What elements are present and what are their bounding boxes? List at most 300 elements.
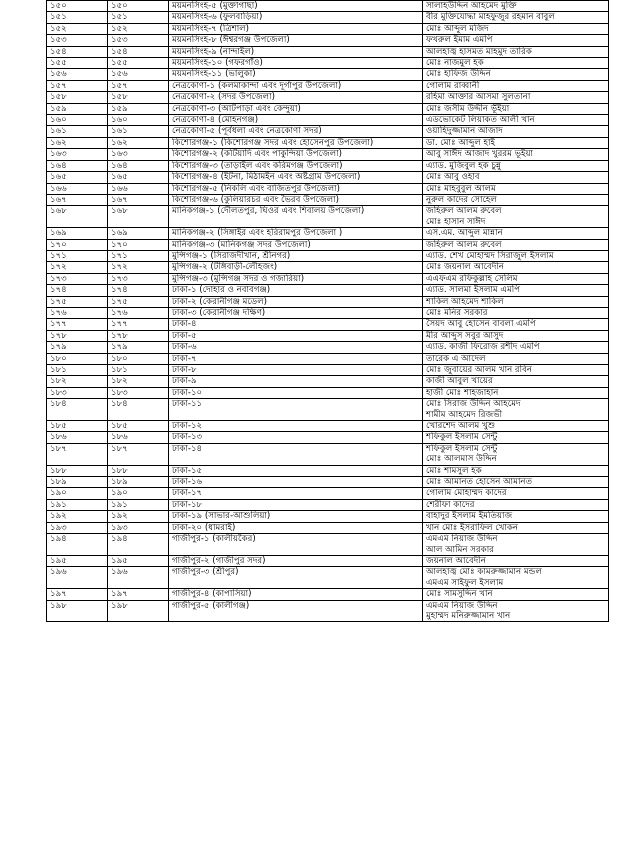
constituency-cell: গাজীপুর-৪ (কাপাসিয়া) xyxy=(169,589,423,600)
candidate-cell xyxy=(423,206,609,228)
candidate-name: মোঃ মনির সরকার xyxy=(426,307,488,318)
seat-number-cell: ১৯৫ xyxy=(108,555,169,566)
seat-number-cell: ১৮৩ xyxy=(108,387,169,398)
candidate-cell xyxy=(423,228,609,239)
constituency-cell: ঢাকা-৮ xyxy=(169,365,423,376)
constituency-cell: ঢাকা-৩ (কেরানীগঞ্জ দক্ষিণ) xyxy=(169,307,423,318)
serial-cell: ১৬২ xyxy=(47,137,108,148)
candidate-name: আলহাজ্ব হাসমত মাহমুদ তারিক xyxy=(426,46,532,57)
table-row xyxy=(47,376,609,387)
candidate-cell xyxy=(423,511,609,522)
candidate-cell xyxy=(423,555,609,566)
candidate-cell xyxy=(423,250,609,261)
serial-cell: ১৮৬ xyxy=(47,432,108,443)
serial-cell: ১৫১ xyxy=(47,12,108,23)
candidate-name: ওয়াহিদুজ্জামান আজাদ xyxy=(426,126,503,137)
candidate-name: আলহাজ্ব মোঃ কামরুজ্জামান মন্ডল xyxy=(426,567,542,578)
serial-cell: ১৭২ xyxy=(47,262,108,273)
candidate-cell xyxy=(423,342,609,353)
seat-number-cell: ১৮৭ xyxy=(108,443,169,465)
constituency-cell: কিশোরগঞ্জ-৫ (নিকলি এবং বাজিতপুর উপজেলা) xyxy=(169,183,423,194)
table-row xyxy=(47,330,609,341)
candidate-name: শাকিল আহমেদ শাকিল xyxy=(426,296,504,307)
candidate-name: মীর আব্দুস সবুর আসুদ xyxy=(426,330,504,341)
candidate-name: মোঃ আলমাস উদ্দিন xyxy=(426,454,497,465)
candidate-name: এ্যাড. মুজিবুল হক চুন্নু xyxy=(426,160,501,171)
seat-number-cell: ১৫৯ xyxy=(108,103,169,114)
table-row xyxy=(47,273,609,284)
table-row xyxy=(47,589,609,600)
seat-number-cell: ১৯০ xyxy=(108,488,169,499)
table-row xyxy=(47,23,609,34)
candidate-name: মোঃ শামসুল হক xyxy=(426,465,482,476)
constituency-cell: ময়মনসিংহ-৮ (ঈশ্বরগঞ্জ উপজেলা) xyxy=(169,35,423,46)
serial-cell: ১৯০ xyxy=(47,488,108,499)
table-row xyxy=(47,115,609,126)
constituency-cell: নেত্রকোণা-৫ (পূর্বধলা এবং নেত্রকোণা সদর) xyxy=(169,126,423,137)
serial-cell: ১৮৭ xyxy=(47,443,108,465)
candidate-name: মোঃ সিরাজ উদ্দিন আহমেদ xyxy=(426,399,521,410)
serial-cell: ১৬০ xyxy=(47,115,108,126)
serial-cell: ১৯৭ xyxy=(47,589,108,600)
serial-cell: ১৭৬ xyxy=(47,307,108,318)
candidate-cell xyxy=(423,23,609,34)
table-row xyxy=(47,239,609,250)
seat-number-cell: ১৯৪ xyxy=(108,534,169,556)
candidate-name: মোঃ আবু ওহাব xyxy=(426,172,480,183)
constituency-cell: গাজীপুর-২ (গাজীপুর সদর) xyxy=(169,555,423,566)
table-row xyxy=(47,432,609,443)
serial-cell: ১৭৭ xyxy=(47,319,108,330)
candidate-cell xyxy=(423,285,609,296)
seat-number-cell: ১৭৫ xyxy=(108,296,169,307)
candidate-cell xyxy=(423,534,609,556)
candidate-name: মোঃ জয়নাল আবেদীন xyxy=(426,262,504,273)
seat-number-cell: ১৬৫ xyxy=(108,172,169,183)
constituency-cell: ময়মনসিংহ-৭ (ত্রিশাল) xyxy=(169,23,423,34)
candidate-name: এ্যাড. শেখ মোহাম্মদ সিরাজুল ইসলাম xyxy=(426,250,554,261)
candidate-cell xyxy=(423,35,609,46)
seat-number-cell: ১৭৪ xyxy=(108,285,169,296)
seat-number-cell: ১৬৮ xyxy=(108,206,169,228)
serial-cell: ১৮৩ xyxy=(47,387,108,398)
candidate-cell xyxy=(423,183,609,194)
table-row xyxy=(47,443,609,465)
seat-number-cell: ১৮১ xyxy=(108,365,169,376)
constituency-cell: নেত্রকোণা-১ (কলমাকান্দা এবং দূর্গাপুর উপজেলা) xyxy=(169,80,423,91)
table-row xyxy=(47,522,609,533)
table-row xyxy=(47,58,609,69)
constituency-cell: নেত্রকোণা-২ (সদর উপজেলা) xyxy=(169,92,423,103)
candidate-name: বীর মুক্তিযোদ্ধা মাহফুজুর রহমান বাবুল xyxy=(426,12,555,23)
table-row xyxy=(47,399,609,421)
serial-cell: ১৮৯ xyxy=(47,477,108,488)
constituency-cell: মুন্সিগঞ্জ-১ (সিরাজদীখান, শ্রীনগর) xyxy=(169,250,423,261)
candidate-name: মোঃ হাসান সাঈদ xyxy=(426,216,486,227)
candidate-cell xyxy=(423,488,609,499)
constituency-cell: ঢাকা-১ (দোহার ও নবাবগঞ্জ) xyxy=(169,285,423,296)
candidate-name: নুরুল কাদের সোহেল xyxy=(426,194,497,205)
candidate-cell xyxy=(423,567,609,589)
candidate-name: এডভোকেট লিয়াকত আলী খান xyxy=(426,115,535,126)
seat-number-cell: ১৫৮ xyxy=(108,92,169,103)
table-row xyxy=(47,35,609,46)
serial-cell: ১৭৪ xyxy=(47,285,108,296)
candidate-cell xyxy=(423,194,609,205)
candidate-cell xyxy=(423,1,609,12)
constituency-cell: মানিকগঞ্জ-১ (দৌলতপুর, ঘিওর এবং শিবালয় উপজেলা) xyxy=(169,206,423,228)
seat-number-cell: ১৫১ xyxy=(108,12,169,23)
candidate-cell xyxy=(423,499,609,510)
candidate-cell xyxy=(423,365,609,376)
serial-cell: ১৭৩ xyxy=(47,273,108,284)
seat-number-cell: ১৯১ xyxy=(108,499,169,510)
constituency-cell: ঢাকা-১৮ xyxy=(169,499,423,510)
seat-number-cell: ১৮৪ xyxy=(108,399,169,421)
serial-cell: ১৬৭ xyxy=(47,194,108,205)
seat-number-cell: ১৫২ xyxy=(108,23,169,34)
candidate-name: মোঃ জুবায়ের আলম খান রবিন xyxy=(426,365,533,375)
candidate-cell xyxy=(423,589,609,600)
table-row xyxy=(47,285,609,296)
candidate-cell xyxy=(423,421,609,432)
constituency-cell: নেত্রকোণা-৩ (আটপাড়া এবং কেন্দুয়া) xyxy=(169,103,423,114)
constituency-cell: মুন্সিগঞ্জ-২ (টঙ্গিবাড়ী-লৌহজং) xyxy=(169,262,423,273)
candidate-table xyxy=(46,0,609,622)
candidate-cell xyxy=(423,465,609,476)
constituency-cell: ময়মনসিংহ-৯ (নান্দাইল) xyxy=(169,46,423,57)
candidate-cell xyxy=(423,160,609,171)
candidate-cell xyxy=(423,477,609,488)
seat-number-cell: ১৫০ xyxy=(108,1,169,12)
table-row xyxy=(47,183,609,194)
candidate-name: ডা. মোঃ আব্দুল হাই xyxy=(426,137,496,148)
seat-number-cell: ১৬৬ xyxy=(108,183,169,194)
constituency-cell: ঢাকা-১৪ xyxy=(169,443,423,465)
serial-cell: ১৬৬ xyxy=(47,183,108,194)
candidate-name: শফিকুল ইসলাম সেন্টু xyxy=(426,443,498,454)
candidate-cell xyxy=(423,137,609,148)
serial-cell: ১৭০ xyxy=(47,239,108,250)
table-row xyxy=(47,421,609,432)
candidate-cell xyxy=(423,376,609,387)
serial-cell: ১৬৮ xyxy=(47,206,108,228)
candidate-name: জহিরুল আলম রুবেল xyxy=(426,239,502,250)
serial-cell: ১৬৯ xyxy=(47,228,108,239)
constituency-cell: গাজীপুর-৩ (শ্রীপুর) xyxy=(169,567,423,589)
table-row xyxy=(47,262,609,273)
constituency-cell: মানিকগঞ্জ-২ (সিঙ্গাইর এবং হরিরামপুর উপজেলা ) xyxy=(169,228,423,239)
seat-number-cell: ১৮৮ xyxy=(108,465,169,476)
serial-cell: ১৮২ xyxy=(47,376,108,387)
serial-cell: ১৭৮ xyxy=(47,330,108,341)
candidate-name: খান মোঃ ইসরাফিল খোকন xyxy=(426,522,519,533)
candidate-cell xyxy=(423,115,609,126)
serial-cell: ১৬৫ xyxy=(47,172,108,183)
seat-number-cell: ১৭৯ xyxy=(108,342,169,353)
candidate-name: সালাহউদ্দিন আহমেদ মুক্তি xyxy=(426,1,517,11)
seat-number-cell: ১৬১ xyxy=(108,126,169,137)
serial-cell: ১৭১ xyxy=(47,250,108,261)
candidate-name: বাহাদুর ইসলাম ইমতিয়াজ xyxy=(426,511,513,522)
candidate-name: মুহাম্মদ মনিরুজ্জামান খান xyxy=(426,610,511,621)
seat-number-cell: ১৫৭ xyxy=(108,80,169,91)
table-row xyxy=(47,342,609,353)
candidate-name: সৈয়দ আবু হোসেন বাবলা এমপি xyxy=(426,319,536,330)
candidate-name: গোলাম রাব্বানী xyxy=(426,80,480,91)
table-row xyxy=(47,600,609,622)
candidate-name: তারেক এ আদেল xyxy=(426,353,486,364)
seat-number-cell: ১৫৬ xyxy=(108,69,169,80)
candidate-cell xyxy=(423,103,609,114)
seat-number-cell: ১৬৯ xyxy=(108,228,169,239)
seat-number-cell: ১৮২ xyxy=(108,376,169,387)
serial-cell: ১৮৫ xyxy=(47,421,108,432)
table-row xyxy=(47,126,609,137)
candidate-name: জহিরুল আলম রুবেল xyxy=(426,206,502,217)
seat-number-cell: ১৭১ xyxy=(108,250,169,261)
candidate-name: রহিমা আক্তার আসমা সুলতানা xyxy=(426,92,531,103)
table-row xyxy=(47,172,609,183)
constituency-cell: ঢাকা-১২ xyxy=(169,421,423,432)
serial-cell: ১৬৩ xyxy=(47,149,108,160)
candidate-cell xyxy=(423,522,609,533)
table-row xyxy=(47,160,609,171)
table-row xyxy=(47,80,609,91)
constituency-cell: গাজীপুর-৫ (কালীগঞ্জ) xyxy=(169,600,423,622)
serial-cell: ১৮৪ xyxy=(47,399,108,421)
table-row xyxy=(47,307,609,318)
seat-number-cell: ১৬০ xyxy=(108,115,169,126)
candidate-cell xyxy=(423,92,609,103)
seat-number-cell: ১৭৮ xyxy=(108,330,169,341)
candidate-name: এএফএম রফিকুল্লাহ সেলিম xyxy=(426,273,518,284)
serial-cell: ১৭৫ xyxy=(47,296,108,307)
seat-number-cell: ১৮৯ xyxy=(108,477,169,488)
constituency-cell: ঢাকা-২ (কেরানীগঞ্জ মডেল) xyxy=(169,296,423,307)
candidate-name: মোঃ সামসুদ্দিন খান xyxy=(426,589,493,600)
serial-cell: ১৫৩ xyxy=(47,35,108,46)
table-row xyxy=(47,206,609,228)
seat-number-cell: ১৯৩ xyxy=(108,522,169,533)
candidate-name: এমএম সাইফুল ইসলাম xyxy=(426,577,504,588)
constituency-cell: মানিকগঞ্জ-৩ (মানিকগঞ্জ সদর উপজেলা) xyxy=(169,239,423,250)
candidate-name: মোঃ নাজমুল হক xyxy=(426,58,484,69)
candidate-name: এমএম নিয়াজ উদ্দিন xyxy=(426,534,498,545)
candidate-name: এ্যাড. কাজী ফিরোজ রশীদ এমপি xyxy=(426,342,540,353)
candidate-name: এমএম নিয়াজ উদ্দিন xyxy=(426,600,498,611)
constituency-cell: কিশোরগঞ্জ-২ (কটিয়াদি এবং পাকুন্দিয়া উপজেলা) xyxy=(169,149,423,160)
constituency-cell: ঢাকা-৯ xyxy=(169,376,423,387)
table-row xyxy=(47,69,609,80)
seat-number-cell: ১৬৩ xyxy=(108,149,169,160)
constituency-cell: ময়মনসিংহ-৫ (মুক্তাগাছা) xyxy=(169,1,423,12)
serial-cell: ১৬৪ xyxy=(47,160,108,171)
constituency-cell: ঢাকা-৬ xyxy=(169,342,423,353)
candidate-cell xyxy=(423,307,609,318)
constituency-cell: ঢাকা-১৬ xyxy=(169,477,423,488)
seat-number-cell: ১৯৮ xyxy=(108,600,169,622)
serial-cell: ১৫৮ xyxy=(47,92,108,103)
constituency-cell: ময়মনসিংহ-৬ (ফুলবাড়িয়া) xyxy=(169,12,423,23)
candidate-name: এস.এম. আব্দুল মান্নান xyxy=(426,228,503,239)
candidate-cell xyxy=(423,172,609,183)
seat-number-cell: ১৫৫ xyxy=(108,58,169,69)
candidate-name: কাজী আবুল খায়ের xyxy=(426,376,493,387)
table-row xyxy=(47,567,609,589)
serial-cell: ১৯১ xyxy=(47,499,108,510)
candidate-cell xyxy=(423,12,609,23)
candidate-name: মোঃ মাহবুবুল আলম xyxy=(426,183,496,194)
constituency-cell: ঢাকা-১৯ (সাভার-আশুলিয়া) xyxy=(169,511,423,522)
candidate-name: ফখরুল ইমাম এমপি xyxy=(426,35,493,46)
seat-number-cell: ১৯৬ xyxy=(108,567,169,589)
candidate-name: শফিকুল ইসলাম সেন্টু xyxy=(426,432,498,443)
constituency-cell: ঢাকা-১৭ xyxy=(169,488,423,499)
table-row xyxy=(47,365,609,376)
constituency-cell: ময়মনসিংহ-১১ (ভালুকা) xyxy=(169,69,423,80)
table-row xyxy=(47,149,609,160)
constituency-cell: কিশোরগঞ্জ-৪ (ইটনা, মিঠামইন এবং অষ্টগ্রাম উপজেলা) xyxy=(169,172,423,183)
seat-number-cell: ১৭২ xyxy=(108,262,169,273)
seat-number-cell: ১৫৪ xyxy=(108,46,169,57)
constituency-cell: নেত্রকোণা-৪ (মোহনগঞ্জ) xyxy=(169,115,423,126)
seat-number-cell: ১৯২ xyxy=(108,511,169,522)
candidate-name: শামীম আহমেদ রিজভী xyxy=(426,409,503,420)
constituency-cell: ঢাকা-১৩ xyxy=(169,432,423,443)
seat-number-cell: ১৬২ xyxy=(108,137,169,148)
candidate-cell xyxy=(423,432,609,443)
table-row xyxy=(47,296,609,307)
serial-cell: ১৫০ xyxy=(47,1,108,12)
seat-number-cell: ১৮৬ xyxy=(108,432,169,443)
constituency-cell: ঢাকা-৫ xyxy=(169,330,423,341)
table-row xyxy=(47,92,609,103)
candidate-cell xyxy=(423,319,609,330)
serial-cell: ১৬১ xyxy=(47,126,108,137)
serial-cell: ১৫৯ xyxy=(47,103,108,114)
constituency-cell: কিশোরগঞ্জ-৬ (কুলিয়ারচর এবং ভৈরব উপজেলা) xyxy=(169,194,423,205)
candidate-cell xyxy=(423,387,609,398)
seat-number-cell: ১৮৫ xyxy=(108,421,169,432)
table-row xyxy=(47,511,609,522)
constituency-cell: মুন্সিগঞ্জ-৩ (মুন্সিগঞ্জ সদর ও গজারিয়া) xyxy=(169,273,423,284)
constituency-cell: ঢাকা-২০ (ধামরাই) xyxy=(169,522,423,533)
candidate-name: হাজী মোঃ শাহজাহান xyxy=(426,387,499,398)
candidate-name: আল আমিন সরকার xyxy=(426,544,494,555)
candidate-cell xyxy=(423,80,609,91)
serial-cell: ১৯৬ xyxy=(47,567,108,589)
seat-number-cell: ১৬৭ xyxy=(108,194,169,205)
candidate-cell xyxy=(423,296,609,307)
constituency-cell: ঢাকা-১৫ xyxy=(169,465,423,476)
candidate-name: মোঃ জসীম উদ্দীন ভূঁইয়া xyxy=(426,103,510,114)
candidate-cell xyxy=(423,330,609,341)
serial-cell: ১৯৮ xyxy=(47,600,108,622)
table-row xyxy=(47,137,609,148)
table-row xyxy=(47,353,609,364)
candidate-name: মোঃ হাফিজ উদ্দিন xyxy=(426,69,491,80)
serial-cell: ১৫২ xyxy=(47,23,108,34)
seat-number-cell: ১৭৬ xyxy=(108,307,169,318)
table-row xyxy=(47,319,609,330)
candidate-cell xyxy=(423,46,609,57)
table-row xyxy=(47,194,609,205)
constituency-cell: ময়মনসিংহ-১০ (গফরগাঁও) xyxy=(169,58,423,69)
candidate-name: জয়নাল আবেদীন xyxy=(426,555,486,566)
seat-number-cell: ১৫৩ xyxy=(108,35,169,46)
table-row xyxy=(47,12,609,23)
constituency-cell: ঢাকা-৭ xyxy=(169,353,423,364)
candidate-cell xyxy=(423,600,609,622)
serial-cell: ১৫৭ xyxy=(47,80,108,91)
constituency-cell: কিশোরগঞ্জ-৩ (তাড়াইল এবং করিমগঞ্জ উপজেলা) xyxy=(169,160,423,171)
candidate-name: শেরীফা কাদের xyxy=(426,499,475,510)
table-body xyxy=(47,1,609,622)
serial-cell: ১৯৩ xyxy=(47,522,108,533)
serial-cell: ১৮০ xyxy=(47,353,108,364)
table-row xyxy=(47,488,609,499)
table-row xyxy=(47,46,609,57)
serial-cell: ১৭৯ xyxy=(47,342,108,353)
candidate-name: মোঃ আমানত হোসেন আমানত xyxy=(426,477,533,488)
table-row xyxy=(47,228,609,239)
table-row xyxy=(47,465,609,476)
table-row xyxy=(47,499,609,510)
candidate-name: এ্যাড. সালমা ইসলাম এমপি xyxy=(426,285,521,296)
candidate-cell xyxy=(423,443,609,465)
serial-cell: ১৯৪ xyxy=(47,534,108,556)
constituency-cell: ঢাকা-১০ xyxy=(169,387,423,398)
seat-number-cell: ১৭০ xyxy=(108,239,169,250)
table-row xyxy=(47,250,609,261)
seat-number-cell: ১৭৭ xyxy=(108,319,169,330)
candidate-name: মোঃ আব্দুল মজিদ xyxy=(426,23,489,34)
candidate-cell xyxy=(423,149,609,160)
candidate-cell xyxy=(423,69,609,80)
serial-cell: ১৯২ xyxy=(47,511,108,522)
serial-cell: ১৫৪ xyxy=(47,46,108,57)
candidate-cell xyxy=(423,399,609,421)
table-row xyxy=(47,534,609,556)
table-row xyxy=(47,1,609,12)
seat-number-cell: ১৬৪ xyxy=(108,160,169,171)
table-row xyxy=(47,555,609,566)
serial-cell: ১৯৫ xyxy=(47,555,108,566)
candidate-cell xyxy=(423,262,609,273)
constituency-cell: গাজীপুর-১ (কালীয়কৈর) xyxy=(169,534,423,556)
candidate-cell xyxy=(423,239,609,250)
table-row xyxy=(47,103,609,114)
table-row xyxy=(47,477,609,488)
seat-number-cell: ১৮০ xyxy=(108,353,169,364)
candidate-cell xyxy=(423,58,609,69)
constituency-cell: ঢাকা-১১ xyxy=(169,399,423,421)
serial-cell: ১৮১ xyxy=(47,365,108,376)
seat-number-cell: ১৯৭ xyxy=(108,589,169,600)
constituency-cell: কিশোরগঞ্জ-১ (কিশোরগঞ্জ সদর এবং হোসেনপুর উপজেলা) xyxy=(169,137,423,148)
candidate-cell xyxy=(423,126,609,137)
candidate-cell xyxy=(423,353,609,364)
seat-number-cell: ১৭৩ xyxy=(108,273,169,284)
candidate-name: গোলাম মোহাম্মদ কাদের xyxy=(426,488,507,499)
serial-cell: ১৫৬ xyxy=(47,69,108,80)
candidate-name: আবু সাঈদ আজাদ খুররম ভূইয়া xyxy=(426,149,534,160)
serial-cell: ১৫৫ xyxy=(47,58,108,69)
constituency-cell: ঢাকা-৪ xyxy=(169,319,423,330)
table-row xyxy=(47,387,609,398)
candidate-name: খোরশেদ আলম খুশু xyxy=(426,421,496,432)
